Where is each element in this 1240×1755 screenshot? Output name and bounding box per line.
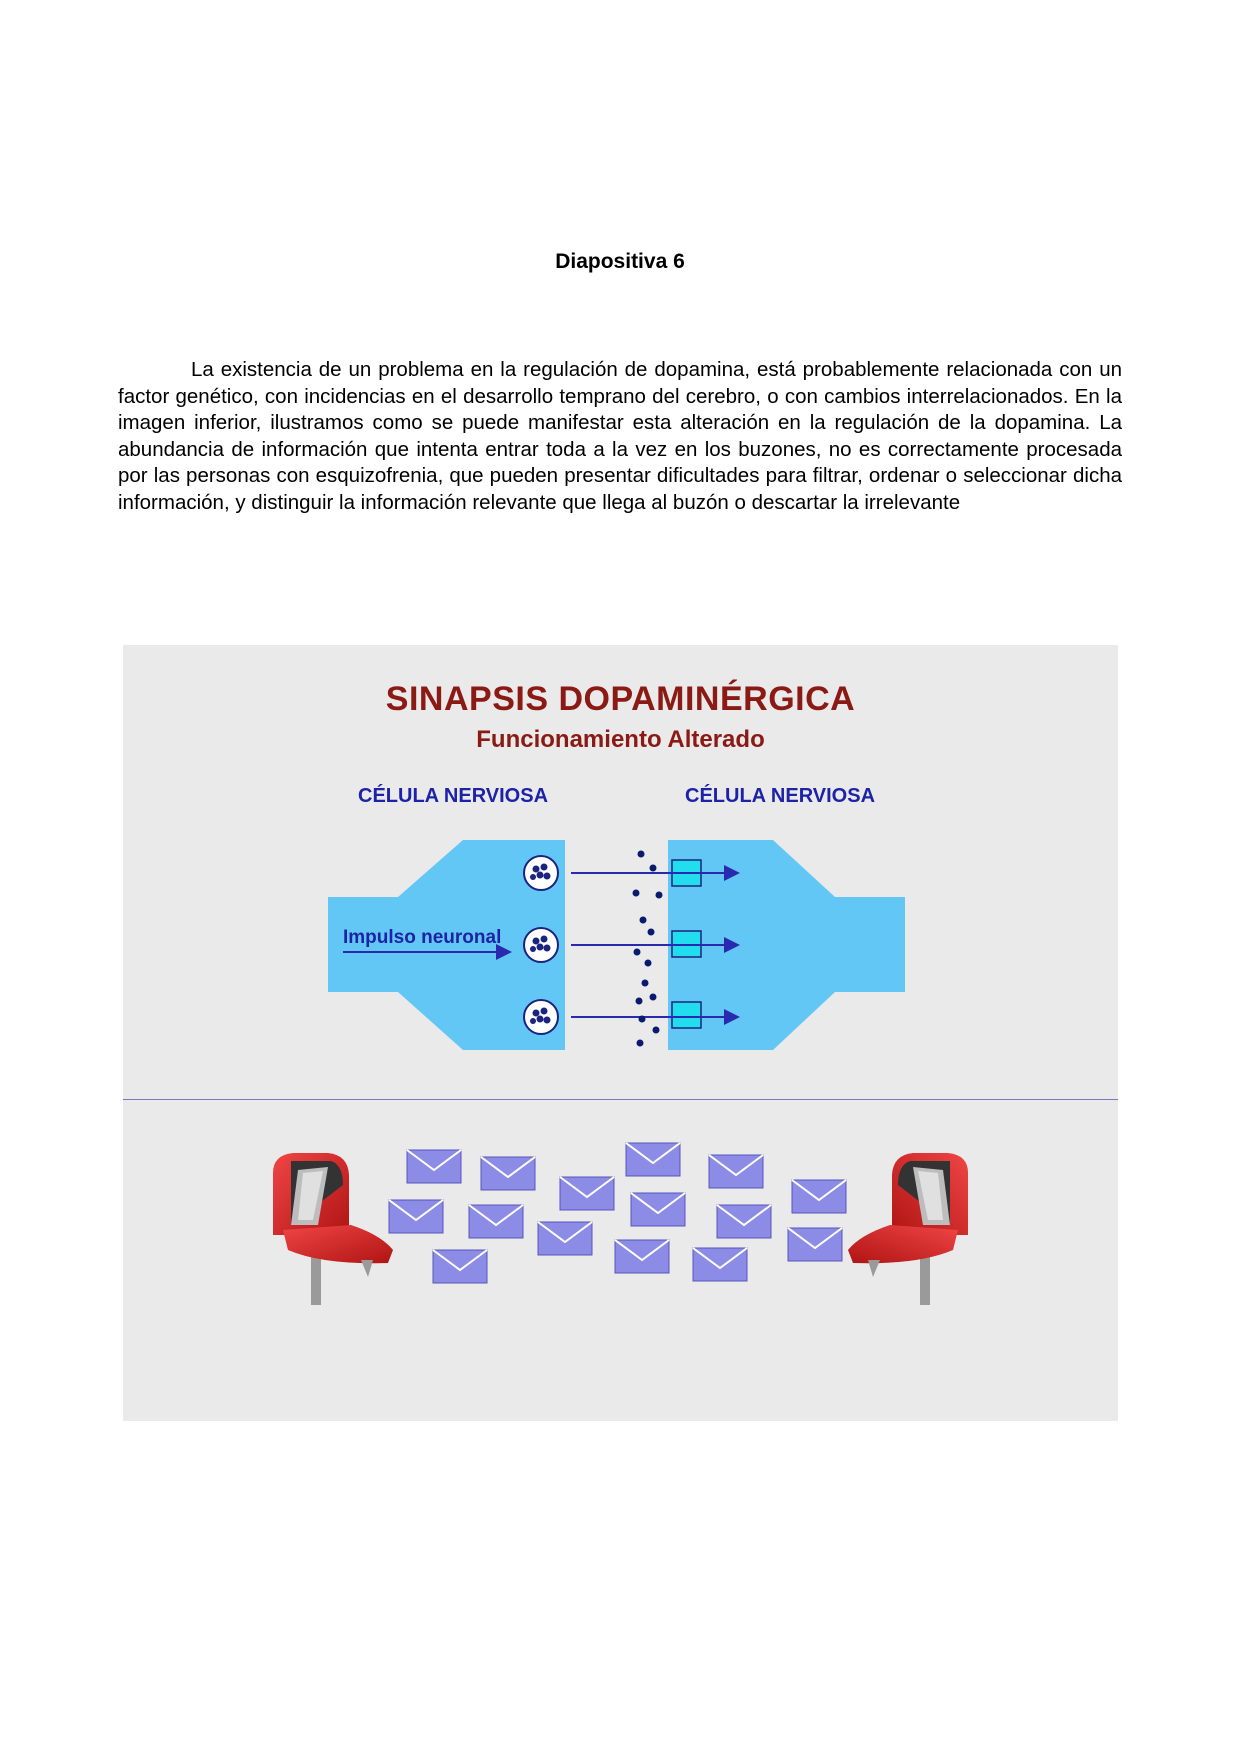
figure-title: SINAPSIS DOPAMINÉRGICA <box>385 680 856 718</box>
envelope-icon <box>407 1150 461 1183</box>
envelope-icon <box>693 1248 747 1281</box>
envelope-icon <box>469 1205 523 1238</box>
vesicle-icon <box>524 928 558 962</box>
mailbox-right-icon <box>848 1153 968 1305</box>
mailbox-left-icon <box>273 1153 393 1305</box>
figure-subtitle: Funcionamiento Alterado <box>476 726 765 753</box>
postsynaptic-cell-label: CÉLULA NERVIOSA <box>685 785 876 807</box>
envelope-icon <box>481 1157 535 1190</box>
synapse-diagram <box>123 645 1118 1421</box>
impulse-label: Impulso neuronal <box>343 927 502 948</box>
envelope-icon <box>631 1193 685 1226</box>
envelope-icon <box>389 1200 443 1233</box>
envelope-icon <box>792 1180 846 1213</box>
receptor-icon <box>672 1002 701 1028</box>
vesicle-icon <box>524 856 558 890</box>
envelope-icon <box>626 1143 680 1176</box>
page-heading: Diapositiva 6 <box>555 250 685 273</box>
section-divider <box>123 1099 1118 1100</box>
envelope-icon <box>615 1240 669 1273</box>
body-paragraph: La existencia de un problema en la regulación de dopamina, está probablemente relacionada con un factor genético, con incidencias en el desarrollo temprano del cerebro, o con cambios interrelacionados. En la imagen inferior, ilustramos como se puede manifestar esta alteración en la regulación de la dopamina. La abundancia de información que intenta entrar toda a la vez en los buzones, no es correctamente procesada por las personas con esquizofrenia, que pueden presentar dificultades para filtrar, ordenar o seleccionar dicha información, y distinguir la información relevante que llega al buzón o descartar la irrelevante <box>118 358 1122 514</box>
envelope-icon <box>717 1205 771 1238</box>
envelope-icon <box>709 1155 763 1188</box>
presynaptic-cell-label: CÉLULA NERVIOSA <box>358 785 549 807</box>
vesicle-icon <box>524 1000 558 1034</box>
envelope-icon <box>538 1222 592 1255</box>
envelope-icon <box>560 1177 614 1210</box>
envelope-icon <box>788 1228 842 1261</box>
envelope-icons <box>389 1143 846 1283</box>
envelope-icon <box>433 1250 487 1283</box>
synapse-figure <box>123 645 1118 1421</box>
